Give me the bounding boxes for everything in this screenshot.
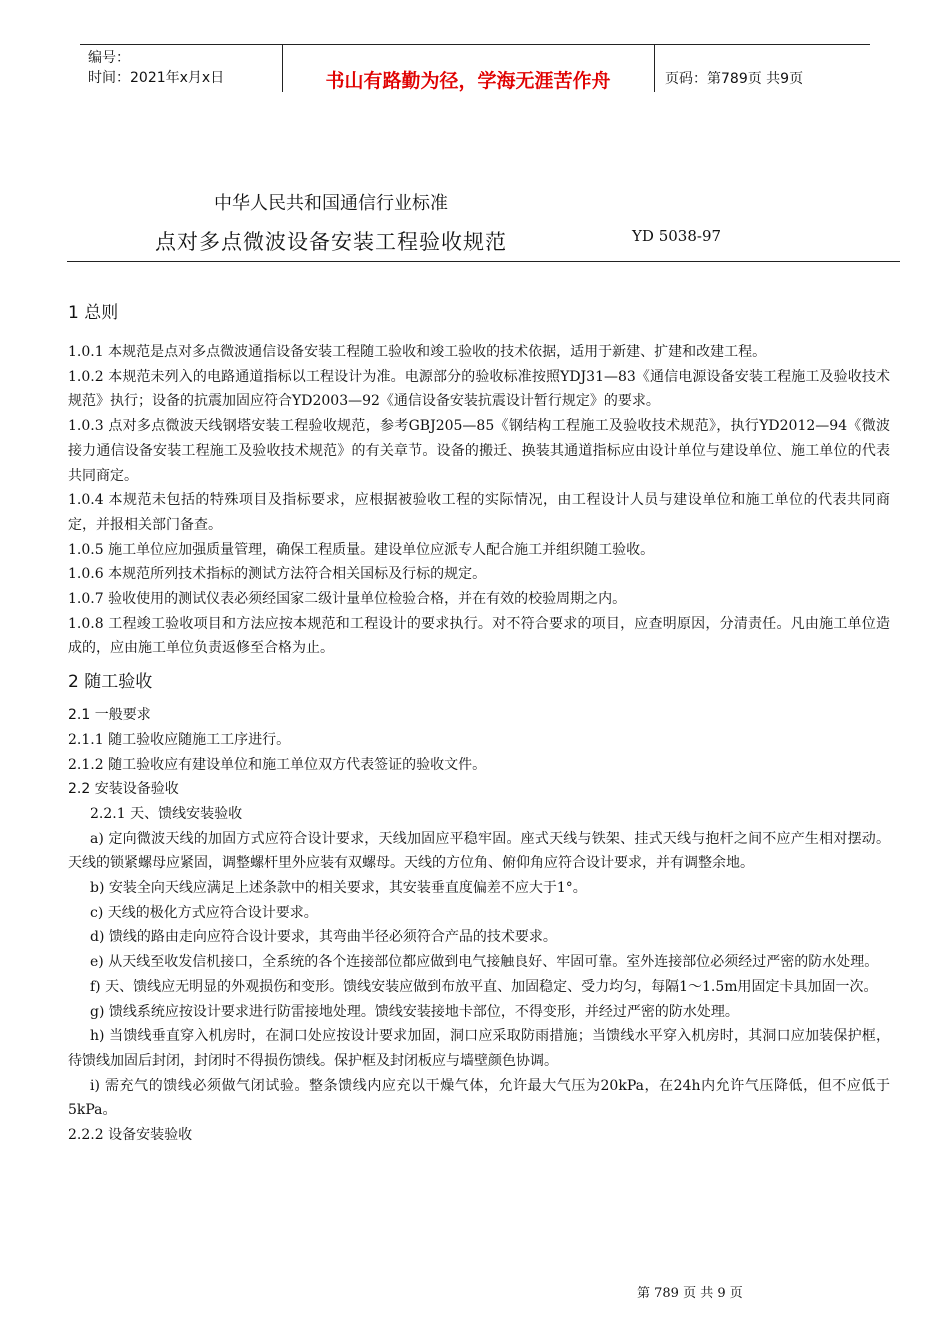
item-g: g) 馈线系统应按设计要求进行防雷接地处理。馈线安装接地卡部位，不得变形，并经过严密的防水处理。 [90, 1003, 739, 1020]
header-divider-right [654, 44, 655, 92]
clause-1-0-4: 1.0.4 本规范未包括的特殊项目及指标要求，应根据被验收工程的实际情况，由工程设计人员与建设单位和施工单位的代表共同商定，并报相关部门备查。 [68, 492, 890, 533]
header-number-label: 编号： [88, 50, 130, 66]
section-1-heading: 1 总则 [68, 303, 119, 323]
subsection-2-1: 2.1 一般要求 [68, 707, 151, 724]
clause-1-0-8: 1.0.8 工程竣工验收项目和方法应按本规范和工程设计的要求执行。对不符合要求的项目，应查明原因，分清责任。凡由施工单位造成的，应由施工单位负责返修至合格为止。 [68, 615, 890, 657]
item-a: a) 定向微波天线的加固方式应符合设计要求，天线加固应平稳牢固。座式天线与铁架、挂式天线与抱杆之间不应产生相对摆动。天线的锁紧螺母应紧固，调整螺杆里外应装有双螺母。天线的方位角、俯仰角应符合设计要求，并有调整余地。 [68, 830, 890, 872]
header-left-block [88, 48, 224, 88]
title-rule [67, 261, 900, 262]
clause-1-0-5: 1.0.5 施工单位应加强质量管理，确保工程质量。建设单位应派专人配合施工并组织随工验收。 [68, 541, 655, 558]
standard-code: YD 5038-97 [632, 227, 722, 245]
clause-1-0-7: 1.0.7 验收使用的测试仪表必须经国家二级计量单位检验合格，并在有效的校验周期之内。 [68, 591, 627, 608]
item-c: c) 天线的极化方式应符合设计要求。 [90, 904, 318, 921]
document-category-title: 中华人民共和国通信行业标准 [214, 193, 448, 214]
header-motto: 书山有路勤为径，学海无涯苦作舟 [325, 70, 611, 92]
item-d: d) 馈线的路由走向应符合设计要求，其弯曲半径必须符合产品的技术要求。 [90, 929, 557, 946]
clause-2-1-1: 2.1.1 随工验收应随施工工序进行。 [68, 731, 291, 748]
header-time-label: 时间：2021年x月x日 [88, 70, 225, 86]
item-i: i) 需充气的馈线必须做气闭试验。整条馈线内应充以干燥气体，允许最大气压为20kPa，在24h内允许气压降低，但不应低于5kPa。 [68, 1077, 890, 1119]
page-header [80, 44, 870, 92]
item-h: h) 当馈线垂直穿入机房时，在洞口处应按设计要求加固，洞口应采取防雨措施；当馈线水平穿入机房时，其洞口应加装保护框，待馈线加固后封闭，封闭时不得损伤馈线。保护框及封闭板应与墙壁颜色协调。 [68, 1028, 890, 1069]
clause-1-0-6: 1.0.6 本规范所列技术指标的测试方法符合相关国标及行标的规定。 [68, 566, 487, 583]
clause-2-2-1: 2.2.1 天、馈线安装验收 [90, 805, 243, 822]
item-e: e) 从天线至收发信机接口，全系统的各个连接部位都应做到电气接触良好、牢固可靠。室外连接部位必须经过严密的防水处理。 [90, 954, 879, 971]
clause-2-2-2: 2.2.2 设备安装验收 [68, 1127, 193, 1144]
clause-1-0-3: 1.0.3 点对多点微波天线钢塔安装工程验收规范，参考GBJ205—85《钢结构工程施工及验收技术规范》，执行YD2012—94《微波接力通信设备安装工程施工及验收技术规范》的有关章节。设备的搬迁、换装其通道指标应由设计单位与建设单位、施工单位的代表共同商定。 [68, 418, 890, 484]
header-top-rule [80, 44, 870, 45]
item-f: f) 天、馈线应无明显的外观损伤和变形。馈线安装应做到布放平直、加固稳定、受力均匀，每隔1～1.5m用固定卡具加固一次。 [90, 978, 878, 995]
section-2-heading: 2 随工验收 [68, 672, 153, 693]
document-main-title: 点对多点微波设备安装工程验收规范 [155, 230, 507, 254]
page-footer: 第 789 页 共 9 页 [637, 1286, 743, 1301]
clause-1-0-1: 1.0.1 本规范是点对多点微波通信设备安装工程随工验收和竣工验收的技术依据，适用于新建、扩建和改建工程。 [68, 344, 767, 360]
document-body [68, 300, 890, 1148]
item-b: b) 安装全向天线应满足上述条款中的相关要求，其安装垂直度偏差不应大于1°。 [90, 880, 587, 897]
clause-2-1-2: 2.1.2 随工验收应有建设单位和施工单位双方代表签证的验收文件。 [68, 756, 487, 773]
subsection-2-2: 2.2 安装设备验收 [68, 781, 179, 798]
header-page-code: 页码：第789页 共9页 [665, 71, 804, 87]
clause-1-0-2: 1.0.2 本规范未列入的电路通道指标以工程设计为准。电源部分的验收标准按照YDJ31—83《通信电源设备安装工程施工及验收技术规范》执行；设备的抗震加固应符合YD2003—92《通信设备安装抗震设计暂行规定》的要求。 [68, 368, 890, 410]
